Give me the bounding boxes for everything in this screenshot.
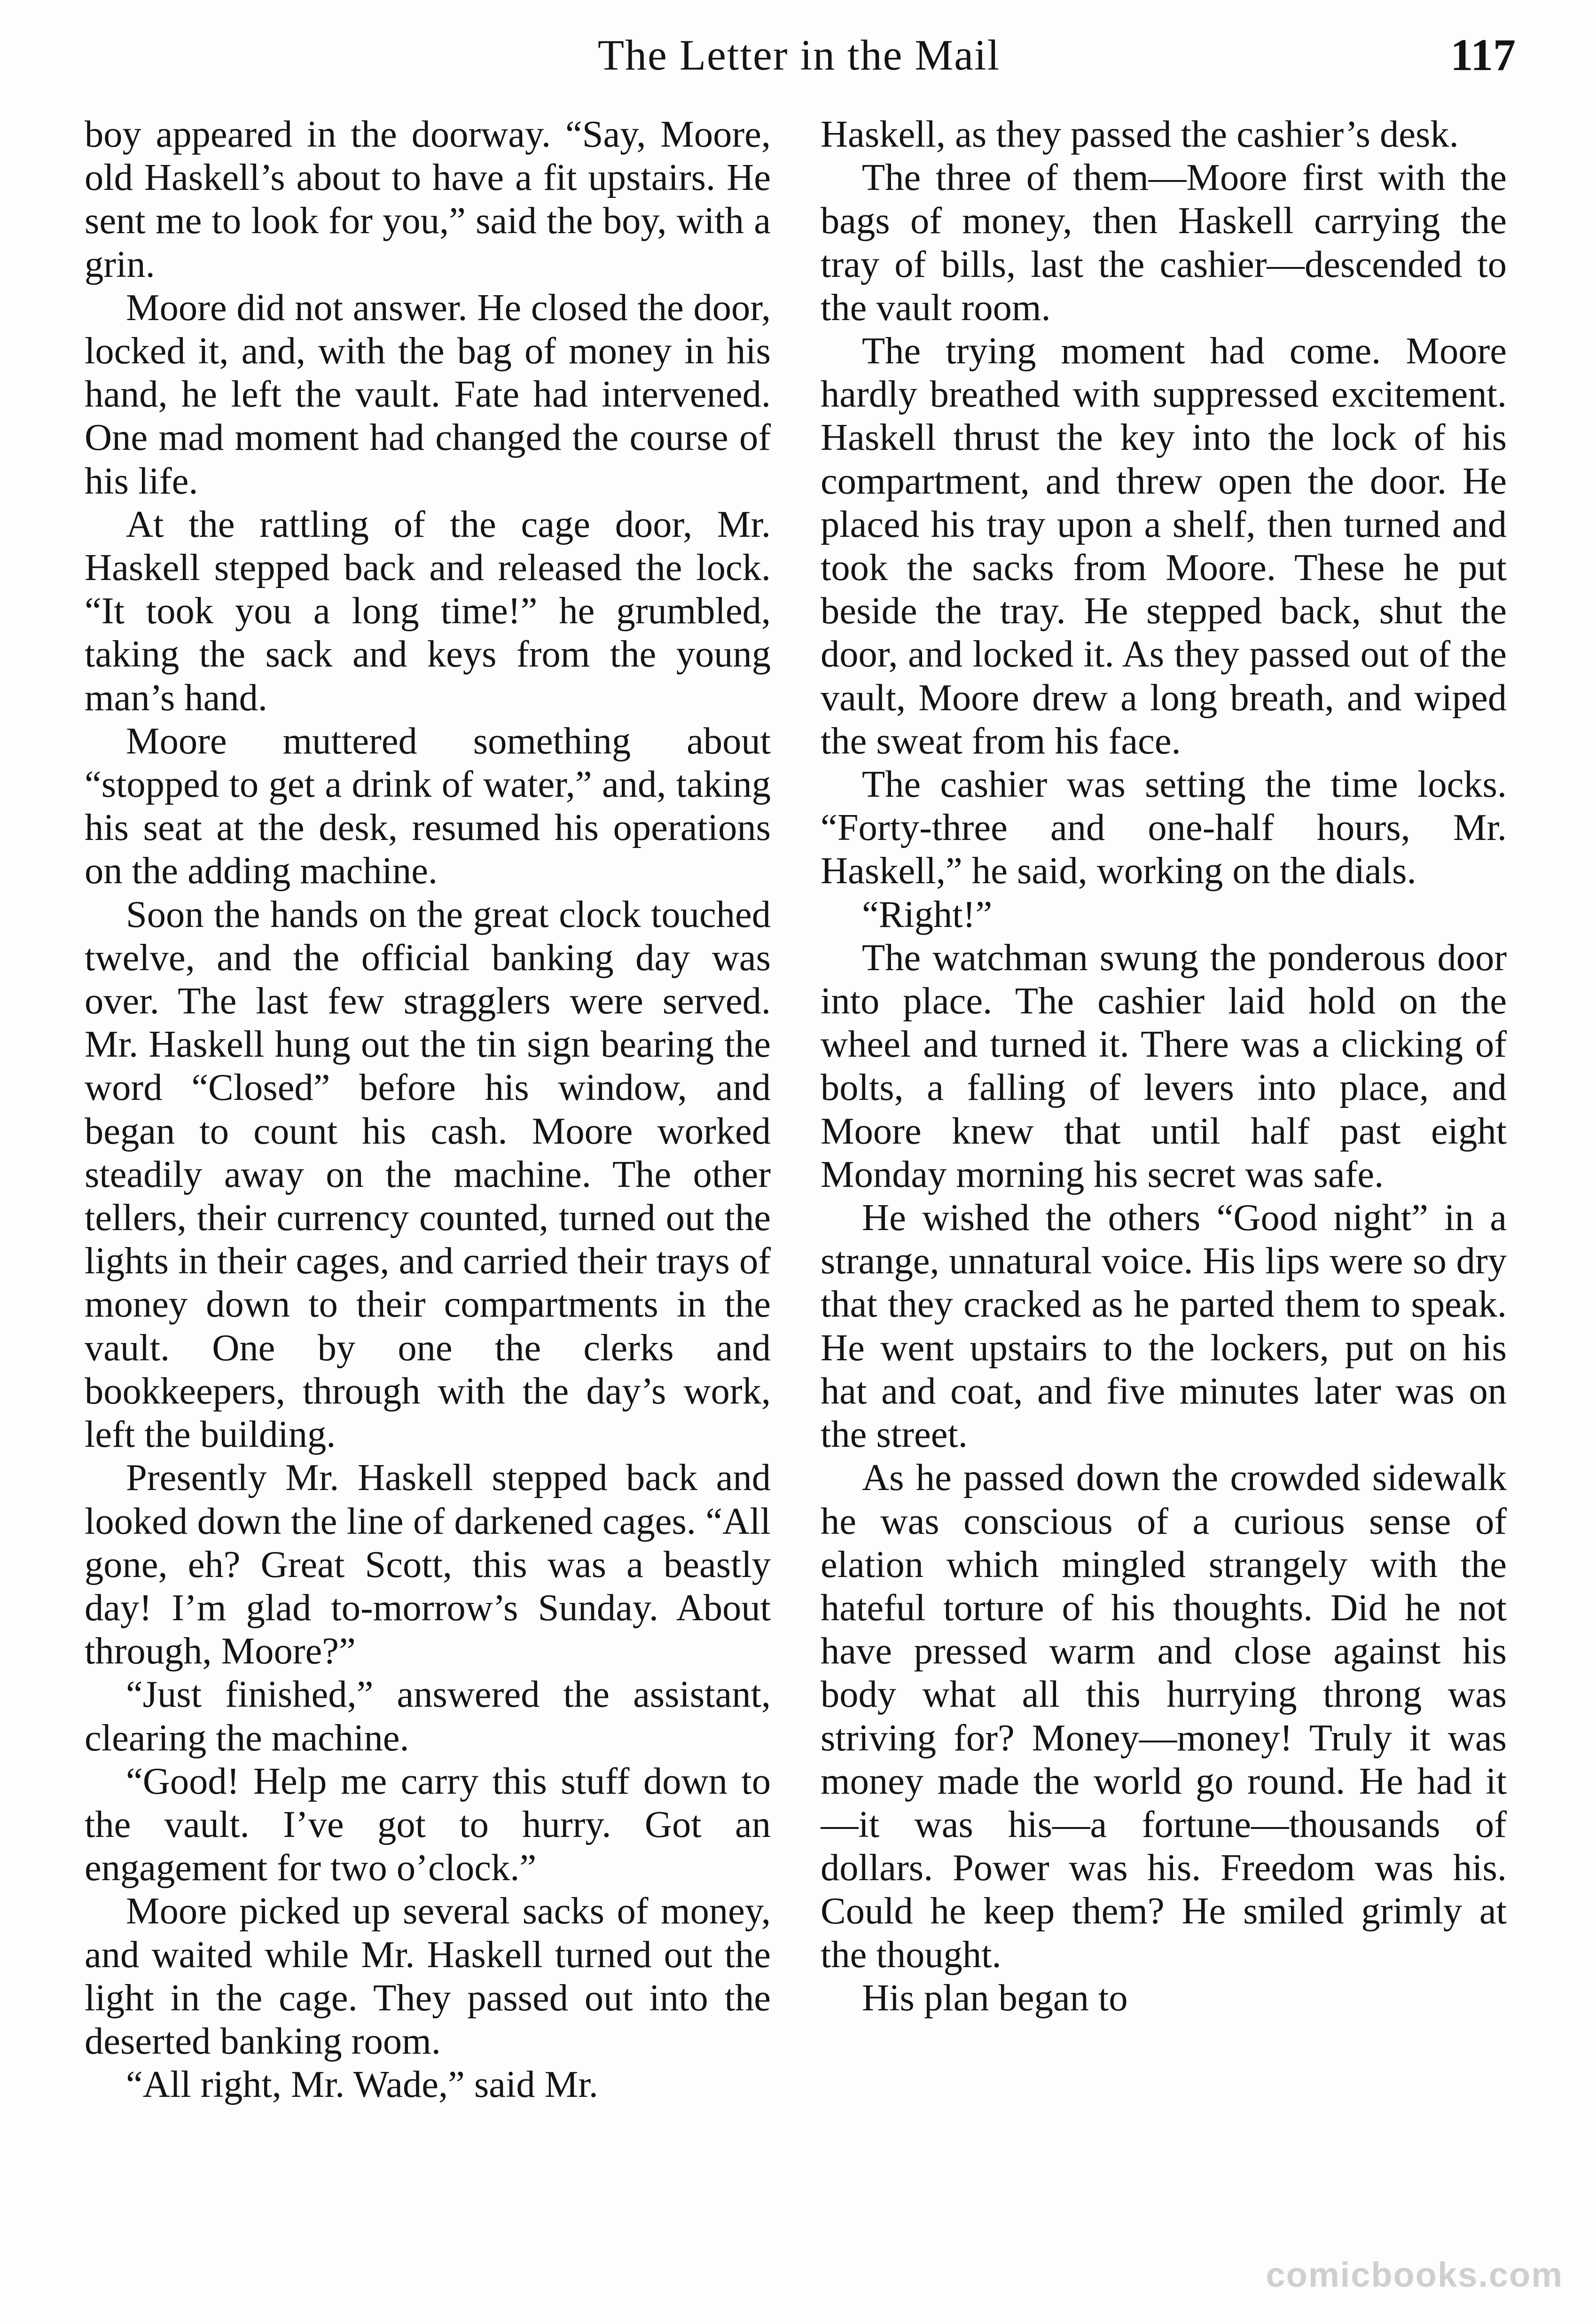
paragraph: “Just finished,” answered the assistant, clearing the machine. — [85, 1673, 771, 1759]
paragraph: At the rattling of the cage door, Mr. Haskell stepped back and released the lock. “It took you a long time!” he grumbled, taking the sack and keys from the young man’s hand. — [85, 503, 771, 719]
right-text-column — [821, 113, 1507, 2284]
paragraph: As he passed down the crowded sidewalk he was conscious of a curious sense of elation which mingled strangely with the hateful torture of his thoughts. Did he not have pressed warm and close against his body what all this hurrying throng was striving for? Money—money! Truly it was money made the world go round. He had it—it was his—a fortune—thousands of dollars. Power was his. Freedom was his. Could he keep them? He smiled grimly at the thought. — [821, 1457, 1507, 1976]
paragraph: Moore muttered something about “stopped to get a drink of water,” and, taking his seat at the desk, resumed his operations on the adding machine. — [85, 720, 771, 892]
paragraph: The cashier was setting the time locks. “Forty-three and one-half hours, Mr. Haskell,” he said, working on the dials. — [821, 763, 1507, 892]
running-head — [82, 24, 1516, 86]
running-title: The Letter in the Mail — [597, 31, 1001, 79]
paragraph: “All right, Mr. Wade,” said Mr. — [126, 2063, 598, 2106]
paragraph: The trying moment had come. Moore hardly breathed with suppressed excitement. Haskell thrust the key into the lock of his compartment, and threw open the door. He placed his tray upon a shelf, then turned and took the sacks from Moore. These he put beside the tray. He stepped back, shut the door, and locked it. As they passed out of the vault, Moore drew a long breath, and wiped the sweat from his face. — [821, 330, 1507, 762]
paragraph: His plan began to — [862, 1977, 1128, 2019]
paragraph: Soon the hands on the great clock touched twelve, and the official banking day was over. The last few stragglers were served. Mr. Haskell hung out the tin sign bearing the word “Closed” before his window, and began to count his cash. Moore worked steadily away on the machine. The other tellers, their currency counted, turned out the lights in their cages, and carried their trays of money down to their compartments in the vault. One by one the clerks and bookkeepers, through with the day’s work, left the building. — [85, 893, 771, 1456]
paragraph: The watchman swung the ponderous door into place. The cashier laid hold on the wheel and turned it. There was a clicking of bolts, a falling of levers into place, and Moore knew that until half past eight Monday morning his secret was safe. — [821, 936, 1507, 1195]
paragraph: Moore did not answer. He closed the door, locked it, and, with the bag of money in his hand, he left the vault. Fate had intervened. One mad moment had changed the course of his life. — [85, 286, 771, 502]
paragraph: Moore picked up several sacks of money, and waited while Mr. Haskell turned out the light in the cage. They passed out into the deserted banking room. — [85, 1890, 771, 2062]
paragraph: He wished the others “Good night” in a strange, unnatural voice. His lips were so dry that they cracked as he parted them to speak. He went upstairs to the lockers, put on his hat and coat, and five minutes later was on the street. — [821, 1197, 1507, 1456]
page-number: 117 — [1450, 30, 1516, 80]
left-text-column — [85, 113, 771, 2284]
watermark: comicbooks.com — [1266, 2255, 1563, 2294]
paragraph: Presently Mr. Haskell stepped back and looked down the line of darkened cages. “All gone, eh? Great Scott, this was a beastly day! I’m glad to-morrow’s Sunday. About through, Moore?” — [85, 1457, 771, 1672]
paragraph: boy appeared in the doorway. “Say, Moore, old Haskell’s about to have a fit upstairs. He sent me to look for you,” said the boy, with a grin. — [85, 113, 771, 285]
paragraph: “Right!” — [862, 893, 993, 935]
paragraph: “Good! Help me carry this stuff down to the vault. I’ve got to hurry. Got an engagement for two o’clock.” — [85, 1760, 771, 1889]
paragraph: Haskell, as they passed the cashier’s desk. — [821, 113, 1459, 155]
paragraph: The three of them—Moore first with the bags of money, then Haskell carrying the tray of bills, last the cashier—descended to the vault room. — [821, 157, 1507, 329]
